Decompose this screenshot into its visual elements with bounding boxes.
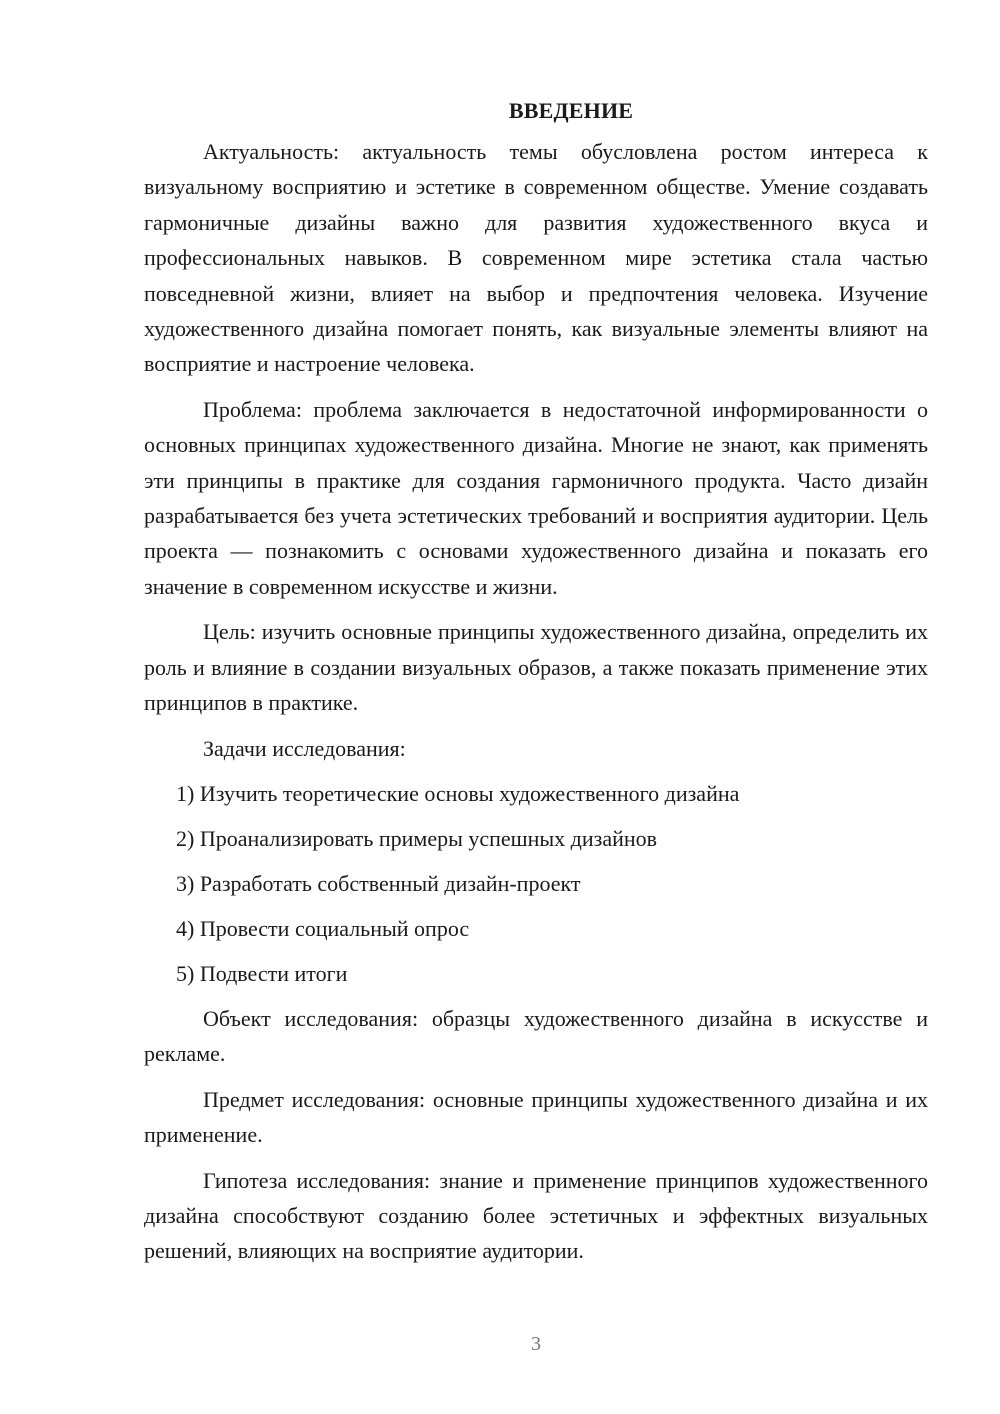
paragraph-hypothesis: Гипотеза исследования: знание и применение принципов художественного дизайна способствуют созданию более эстетичных и эффектных визуальных решений, влияющих на восприятие аудитории. <box>144 1167 928 1264</box>
page-number: 3 <box>531 1333 541 1355</box>
page-content <box>144 93 928 1279</box>
paragraph-subject: Предмет исследования: основные принципы художественного дизайна и их применение. <box>144 1086 928 1148</box>
list-item: 4) Провести социальный опрос <box>176 915 470 941</box>
paragraph-goal: Цель: изучить основные принципы художественного дизайна, определить их роль и влияние в создании визуальных образов, а также показать применение этих принципов в практике. <box>144 619 928 716</box>
paragraph-object: Объект исследования: образцы художественного дизайна в искусстве и рекламе. <box>144 1005 928 1067</box>
paragraph-relevance: Актуальность: актуальность темы обусловлена ростом интереса к визуальному восприятию и эстетике в современном обществе. Умение создавать гармоничные дизайны важно для развития художественного вкуса и профессиональных навыков. В современном мире эстетика стала частью повседневной жизни, влияет на выбор и предпочтения человека. Изучение художественного дизайна помогает понять, как визуальные элементы влияют на восприятие и настроение человека. <box>144 139 928 377</box>
tasks-heading: Задачи исследования: <box>203 735 406 761</box>
list-item: 3) Разработать собственный дизайн-проект <box>176 870 581 896</box>
paragraph-problem: Проблема: проблема заключается в недостаточной информированности о основных принципах художественного дизайна. Многие не знают, как применять эти принципы в практике для создания гармоничного продукта. Часто дизайн разрабатывается без учета эстетических требований и восприятия аудитории. Цель проекта — познакомить с основами художественного дизайна и показать его значение в современном искусстве и жизни. <box>144 396 928 599</box>
list-item: 1) Изучить теоретические основы художественного дизайна <box>176 780 740 806</box>
list-item: 2) Проанализировать примеры успешных дизайнов <box>176 825 658 851</box>
tasks-list <box>144 776 928 991</box>
list-item: 5) Подвести итоги <box>176 960 348 986</box>
page-title: ВВЕДЕНИЕ <box>508 98 634 123</box>
